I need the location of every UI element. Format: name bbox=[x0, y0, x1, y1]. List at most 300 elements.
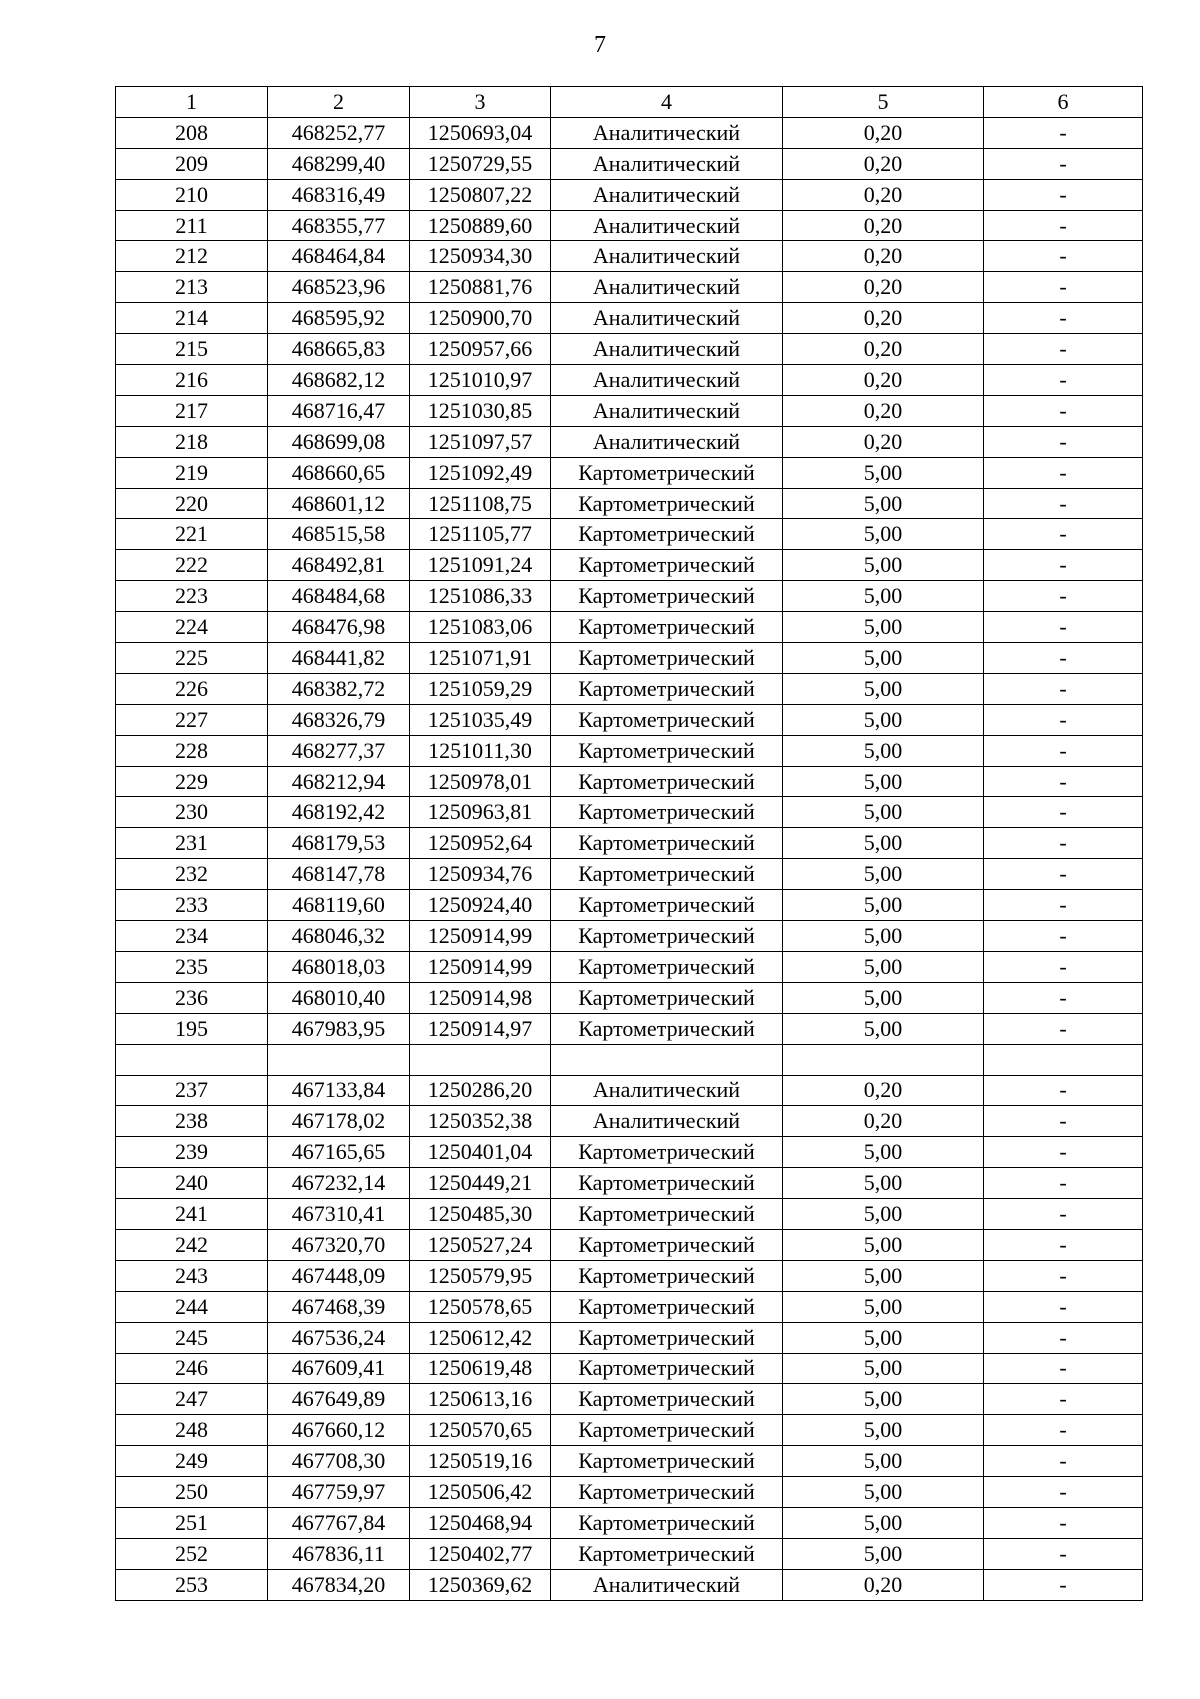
cell-coordinate-y: 1250527,24 bbox=[410, 1229, 551, 1260]
cell-point-number: 216 bbox=[116, 365, 268, 396]
table-row bbox=[116, 334, 1143, 365]
cell-accuracy: 5,00 bbox=[783, 519, 984, 550]
cell-method: Картометрический bbox=[551, 1013, 783, 1044]
table-row bbox=[116, 179, 1143, 210]
cell-coordinate-x: 467609,41 bbox=[268, 1353, 410, 1384]
cell-point-number: 209 bbox=[116, 148, 268, 179]
cell-coordinate-x: 468147,78 bbox=[268, 859, 410, 890]
cell-accuracy: 5,00 bbox=[783, 1168, 984, 1199]
cell-method: Картометрический bbox=[551, 1291, 783, 1322]
cell-coordinate-x: 468277,37 bbox=[268, 735, 410, 766]
table-row bbox=[116, 272, 1143, 303]
cell-coordinate-y: 1250914,98 bbox=[410, 982, 551, 1013]
cell-coordinate-y: 1251086,33 bbox=[410, 581, 551, 612]
cell-coordinate-y: 1250578,65 bbox=[410, 1291, 551, 1322]
cell-point-number: 226 bbox=[116, 673, 268, 704]
cell-point-number: 240 bbox=[116, 1168, 268, 1199]
cell-coordinate-x: 468316,49 bbox=[268, 179, 410, 210]
cell-accuracy: 5,00 bbox=[783, 1137, 984, 1168]
page-number: 7 bbox=[594, 32, 606, 58]
cell-accuracy: 0,20 bbox=[783, 426, 984, 457]
cell-coordinate-x: 468699,08 bbox=[268, 426, 410, 457]
cell-accuracy: 5,00 bbox=[783, 859, 984, 890]
table-row bbox=[116, 921, 1143, 952]
cell-coordinate-y: 1251035,49 bbox=[410, 704, 551, 735]
cell-coordinate-x: 468212,94 bbox=[268, 766, 410, 797]
cell-coordinate-x: 468464,84 bbox=[268, 241, 410, 272]
cell-note: - bbox=[984, 1569, 1143, 1600]
cell-note: - bbox=[984, 1106, 1143, 1137]
cell-coordinate-x: 467759,97 bbox=[268, 1477, 410, 1508]
column-header-5: 5 bbox=[783, 87, 984, 118]
cell-point-number: 224 bbox=[116, 612, 268, 643]
cell-note: - bbox=[984, 1199, 1143, 1230]
cell-point-number: 220 bbox=[116, 488, 268, 519]
cell-method: Картометрический bbox=[551, 1137, 783, 1168]
cell-note: - bbox=[984, 1384, 1143, 1415]
cell-note: - bbox=[984, 1229, 1143, 1260]
cell-method: Картометрический bbox=[551, 982, 783, 1013]
table-row bbox=[116, 797, 1143, 828]
cell-note: - bbox=[984, 1477, 1143, 1508]
cell-point-number: 241 bbox=[116, 1199, 268, 1230]
cell-point-number: 219 bbox=[116, 457, 268, 488]
cell-method: Аналитический bbox=[551, 426, 783, 457]
cell-coordinate-y: 1251092,49 bbox=[410, 457, 551, 488]
cell-coordinate-y: 1250900,70 bbox=[410, 303, 551, 334]
cell-point-number: 242 bbox=[116, 1229, 268, 1260]
cell-coordinate-y: 1251030,85 bbox=[410, 395, 551, 426]
cell-note bbox=[984, 1044, 1143, 1075]
table-row bbox=[116, 1229, 1143, 1260]
cell-coordinate-y: 1251011,30 bbox=[410, 735, 551, 766]
table-row bbox=[116, 1477, 1143, 1508]
cell-note: - bbox=[984, 365, 1143, 396]
cell-point-number: 221 bbox=[116, 519, 268, 550]
cell-coordinate-x: 467767,84 bbox=[268, 1507, 410, 1538]
cell-accuracy: 5,00 bbox=[783, 982, 984, 1013]
cell-coordinate-y: 1251010,97 bbox=[410, 365, 551, 396]
cell-coordinate-x: 467708,30 bbox=[268, 1446, 410, 1477]
cell-note: - bbox=[984, 241, 1143, 272]
cell-accuracy: 5,00 bbox=[783, 1384, 984, 1415]
cell-method: Картометрический bbox=[551, 550, 783, 581]
cell-accuracy bbox=[783, 1044, 984, 1075]
cell-point-number: 212 bbox=[116, 241, 268, 272]
cell-coordinate-y: 1250957,66 bbox=[410, 334, 551, 365]
cell-coordinate-x: 468660,65 bbox=[268, 457, 410, 488]
cell-note: - bbox=[984, 334, 1143, 365]
cell-note: - bbox=[984, 581, 1143, 612]
cell-coordinate-x: 468299,40 bbox=[268, 148, 410, 179]
cell-method: Картометрический bbox=[551, 1507, 783, 1538]
cell-coordinate-y: 1251071,91 bbox=[410, 643, 551, 674]
cell-accuracy: 0,20 bbox=[783, 117, 984, 148]
column-header-6: 6 bbox=[984, 87, 1143, 118]
table-row bbox=[116, 519, 1143, 550]
cell-accuracy: 5,00 bbox=[783, 673, 984, 704]
cell-method: Картометрический bbox=[551, 797, 783, 828]
cell-point-number: 236 bbox=[116, 982, 268, 1013]
cell-method: Картометрический bbox=[551, 673, 783, 704]
cell-note: - bbox=[984, 426, 1143, 457]
cell-note: - bbox=[984, 1013, 1143, 1044]
cell-point-number: 215 bbox=[116, 334, 268, 365]
cell-accuracy: 0,20 bbox=[783, 1106, 984, 1137]
cell-accuracy: 5,00 bbox=[783, 643, 984, 674]
cell-point-number: 249 bbox=[116, 1446, 268, 1477]
cell-note: - bbox=[984, 828, 1143, 859]
cell-note: - bbox=[984, 1075, 1143, 1106]
cell-point-number: 232 bbox=[116, 859, 268, 890]
cell-coordinate-y: 1250286,20 bbox=[410, 1075, 551, 1106]
cell-coordinate-y: 1250889,60 bbox=[410, 210, 551, 241]
cell-method: Картометрический bbox=[551, 643, 783, 674]
cell-method: Картометрический bbox=[551, 921, 783, 952]
cell-coordinate-y: 1250401,04 bbox=[410, 1137, 551, 1168]
cell-method: Картометрический bbox=[551, 859, 783, 890]
cell-coordinate-x: 468252,77 bbox=[268, 117, 410, 148]
cell-coordinate-y: 1250729,55 bbox=[410, 148, 551, 179]
cell-note: - bbox=[984, 766, 1143, 797]
column-header-2: 2 bbox=[268, 87, 410, 118]
coordinates-table bbox=[115, 86, 1143, 1601]
cell-method: Аналитический bbox=[551, 395, 783, 426]
cell-note: - bbox=[984, 519, 1143, 550]
cell-accuracy: 5,00 bbox=[783, 890, 984, 921]
cell-point-number: 208 bbox=[116, 117, 268, 148]
cell-accuracy: 0,20 bbox=[783, 241, 984, 272]
cell-accuracy: 0,20 bbox=[783, 179, 984, 210]
cell-method: Картометрический bbox=[551, 1538, 783, 1569]
table-row bbox=[116, 1415, 1143, 1446]
cell-accuracy: 5,00 bbox=[783, 1013, 984, 1044]
table-row bbox=[116, 241, 1143, 272]
cell-method: Картометрический bbox=[551, 951, 783, 982]
cell-point-number: 228 bbox=[116, 735, 268, 766]
table-row bbox=[116, 365, 1143, 396]
cell-coordinate-x: 467133,84 bbox=[268, 1075, 410, 1106]
table-row bbox=[116, 1446, 1143, 1477]
cell-coordinate-x bbox=[268, 1044, 410, 1075]
cell-accuracy: 5,00 bbox=[783, 612, 984, 643]
cell-method: Аналитический bbox=[551, 303, 783, 334]
cell-method: Аналитический bbox=[551, 179, 783, 210]
table-row bbox=[116, 117, 1143, 148]
cell-accuracy: 5,00 bbox=[783, 1260, 984, 1291]
cell-coordinate-x: 468326,79 bbox=[268, 704, 410, 735]
cell-accuracy: 0,20 bbox=[783, 303, 984, 334]
cell-note: - bbox=[984, 1353, 1143, 1384]
cell-method: Картометрический bbox=[551, 704, 783, 735]
cell-point-number: 237 bbox=[116, 1075, 268, 1106]
cell-method: Аналитический bbox=[551, 365, 783, 396]
cell-accuracy: 5,00 bbox=[783, 921, 984, 952]
cell-note: - bbox=[984, 890, 1143, 921]
cell-coordinate-x: 467834,20 bbox=[268, 1569, 410, 1600]
cell-note: - bbox=[984, 1137, 1143, 1168]
cell-method: Аналитический bbox=[551, 210, 783, 241]
cell-point-number: 248 bbox=[116, 1415, 268, 1446]
cell-point-number: 239 bbox=[116, 1137, 268, 1168]
cell-method: Картометрический bbox=[551, 890, 783, 921]
cell-note: - bbox=[984, 704, 1143, 735]
table-row bbox=[116, 1291, 1143, 1322]
cell-point-number: 213 bbox=[116, 272, 268, 303]
cell-method: Картометрический bbox=[551, 612, 783, 643]
table-row bbox=[116, 1538, 1143, 1569]
cell-coordinate-y: 1250579,95 bbox=[410, 1260, 551, 1291]
cell-point-number: 218 bbox=[116, 426, 268, 457]
cell-coordinate-x: 468523,96 bbox=[268, 272, 410, 303]
cell-coordinate-x: 468716,47 bbox=[268, 395, 410, 426]
cell-coordinate-x: 467448,09 bbox=[268, 1260, 410, 1291]
cell-note: - bbox=[984, 457, 1143, 488]
cell-point-number: 247 bbox=[116, 1384, 268, 1415]
table-row bbox=[116, 457, 1143, 488]
cell-coordinate-x: 468382,72 bbox=[268, 673, 410, 704]
cell-point-number: 230 bbox=[116, 797, 268, 828]
cell-point-number: 217 bbox=[116, 395, 268, 426]
cell-accuracy: 5,00 bbox=[783, 951, 984, 982]
cell-point-number: 250 bbox=[116, 1477, 268, 1508]
cell-coordinate-x: 467178,02 bbox=[268, 1106, 410, 1137]
cell-coordinate-y: 1250468,94 bbox=[410, 1507, 551, 1538]
table-row bbox=[116, 643, 1143, 674]
cell-note: - bbox=[984, 148, 1143, 179]
cell-coordinate-y: 1250619,48 bbox=[410, 1353, 551, 1384]
cell-coordinate-y: 1250352,38 bbox=[410, 1106, 551, 1137]
table-row bbox=[116, 1260, 1143, 1291]
table-row bbox=[116, 766, 1143, 797]
cell-note: - bbox=[984, 612, 1143, 643]
table-row bbox=[116, 982, 1143, 1013]
table-row bbox=[116, 1199, 1143, 1230]
table-row bbox=[116, 673, 1143, 704]
cell-accuracy: 0,20 bbox=[783, 1075, 984, 1106]
cell-coordinate-y: 1250963,81 bbox=[410, 797, 551, 828]
cell-note: - bbox=[984, 1507, 1143, 1538]
cell-coordinate-y bbox=[410, 1044, 551, 1075]
cell-accuracy: 5,00 bbox=[783, 1291, 984, 1322]
cell-accuracy: 5,00 bbox=[783, 797, 984, 828]
cell-coordinate-y: 1251083,06 bbox=[410, 612, 551, 643]
table-row bbox=[116, 1044, 1143, 1075]
cell-method: Картометрический bbox=[551, 1353, 783, 1384]
cell-accuracy: 5,00 bbox=[783, 735, 984, 766]
table-row bbox=[116, 859, 1143, 890]
cell-coordinate-x: 467310,41 bbox=[268, 1199, 410, 1230]
table-row bbox=[116, 735, 1143, 766]
cell-point-number: 210 bbox=[116, 179, 268, 210]
cell-accuracy: 5,00 bbox=[783, 457, 984, 488]
cell-accuracy: 5,00 bbox=[783, 1538, 984, 1569]
table-row bbox=[116, 890, 1143, 921]
cell-point-number: 195 bbox=[116, 1013, 268, 1044]
cell-coordinate-x: 468179,53 bbox=[268, 828, 410, 859]
cell-method: Аналитический bbox=[551, 148, 783, 179]
cell-coordinate-x: 468595,92 bbox=[268, 303, 410, 334]
cell-accuracy: 5,00 bbox=[783, 1199, 984, 1230]
cell-method: Картометрический bbox=[551, 828, 783, 859]
cell-coordinate-y: 1251091,24 bbox=[410, 550, 551, 581]
table-row bbox=[116, 1013, 1143, 1044]
cell-note: - bbox=[984, 673, 1143, 704]
cell-method: Картометрический bbox=[551, 1322, 783, 1353]
cell-method: Картометрический bbox=[551, 1199, 783, 1230]
cell-point-number: 251 bbox=[116, 1507, 268, 1538]
table-row bbox=[116, 828, 1143, 859]
cell-note: - bbox=[984, 1168, 1143, 1199]
cell-accuracy: 0,20 bbox=[783, 334, 984, 365]
cell-method: Картометрический bbox=[551, 488, 783, 519]
cell-method: Аналитический bbox=[551, 241, 783, 272]
cell-coordinate-y: 1250914,99 bbox=[410, 951, 551, 982]
cell-method: Картометрический bbox=[551, 1229, 783, 1260]
table-row bbox=[116, 1384, 1143, 1415]
cell-coordinate-x: 467836,11 bbox=[268, 1538, 410, 1569]
cell-note: - bbox=[984, 859, 1143, 890]
table-header-row bbox=[116, 87, 1143, 118]
cell-point-number: 234 bbox=[116, 921, 268, 952]
cell-point-number: 235 bbox=[116, 951, 268, 982]
column-header-3: 3 bbox=[410, 87, 551, 118]
cell-coordinate-y: 1250369,62 bbox=[410, 1569, 551, 1600]
cell-coordinate-x: 468665,83 bbox=[268, 334, 410, 365]
cell-method: Картометрический bbox=[551, 1260, 783, 1291]
cell-method: Картометрический bbox=[551, 735, 783, 766]
cell-method: Картометрический bbox=[551, 457, 783, 488]
cell-coordinate-y: 1250914,97 bbox=[410, 1013, 551, 1044]
table-row bbox=[116, 1137, 1143, 1168]
cell-note: - bbox=[984, 1291, 1143, 1322]
cell-point-number: 225 bbox=[116, 643, 268, 674]
cell-point-number: 233 bbox=[116, 890, 268, 921]
table-row bbox=[116, 1106, 1143, 1137]
cell-coordinate-y: 1250934,76 bbox=[410, 859, 551, 890]
cell-point-number: 231 bbox=[116, 828, 268, 859]
cell-coordinate-y: 1250978,01 bbox=[410, 766, 551, 797]
cell-point-number: 227 bbox=[116, 704, 268, 735]
table-row bbox=[116, 581, 1143, 612]
cell-accuracy: 5,00 bbox=[783, 488, 984, 519]
cell-note: - bbox=[984, 1415, 1143, 1446]
cell-coordinate-y: 1250402,77 bbox=[410, 1538, 551, 1569]
cell-coordinate-y: 1251108,75 bbox=[410, 488, 551, 519]
table-row bbox=[116, 1168, 1143, 1199]
cell-coordinate-y: 1250612,42 bbox=[410, 1322, 551, 1353]
cell-coordinate-x: 467660,12 bbox=[268, 1415, 410, 1446]
cell-coordinate-y: 1251105,77 bbox=[410, 519, 551, 550]
cell-point-number: 214 bbox=[116, 303, 268, 334]
cell-accuracy: 5,00 bbox=[783, 828, 984, 859]
cell-accuracy: 5,00 bbox=[783, 1507, 984, 1538]
cell-coordinate-y: 1250485,30 bbox=[410, 1199, 551, 1230]
cell-coordinate-y: 1251059,29 bbox=[410, 673, 551, 704]
cell-coordinate-x: 468682,12 bbox=[268, 365, 410, 396]
table-row bbox=[116, 612, 1143, 643]
cell-method: Картометрический bbox=[551, 581, 783, 612]
cell-coordinate-y: 1250693,04 bbox=[410, 117, 551, 148]
cell-coordinate-x: 468441,82 bbox=[268, 643, 410, 674]
cell-accuracy: 0,20 bbox=[783, 210, 984, 241]
cell-accuracy: 0,20 bbox=[783, 395, 984, 426]
cell-coordinate-x: 468119,60 bbox=[268, 890, 410, 921]
table-row bbox=[116, 1569, 1143, 1600]
table-row bbox=[116, 1322, 1143, 1353]
cell-method: Аналитический bbox=[551, 334, 783, 365]
cell-note: - bbox=[984, 117, 1143, 148]
cell-method: Аналитический bbox=[551, 117, 783, 148]
cell-note: - bbox=[984, 179, 1143, 210]
cell-coordinate-y: 1251097,57 bbox=[410, 426, 551, 457]
table-row bbox=[116, 951, 1143, 982]
cell-coordinate-x: 468515,58 bbox=[268, 519, 410, 550]
cell-point-number: 245 bbox=[116, 1322, 268, 1353]
cell-coordinate-y: 1250449,21 bbox=[410, 1168, 551, 1199]
cell-point-number: 211 bbox=[116, 210, 268, 241]
cell-coordinate-y: 1250881,76 bbox=[410, 272, 551, 303]
cell-point-number: 253 bbox=[116, 1569, 268, 1600]
cell-note: - bbox=[984, 303, 1143, 334]
cell-coordinate-x: 467320,70 bbox=[268, 1229, 410, 1260]
cell-accuracy: 5,00 bbox=[783, 1446, 984, 1477]
cell-method: Картометрический bbox=[551, 1446, 783, 1477]
cell-coordinate-y: 1250613,16 bbox=[410, 1384, 551, 1415]
cell-accuracy: 5,00 bbox=[783, 550, 984, 581]
cell-accuracy: 5,00 bbox=[783, 581, 984, 612]
cell-point-number bbox=[116, 1044, 268, 1075]
cell-method: Картометрический bbox=[551, 766, 783, 797]
cell-point-number: 229 bbox=[116, 766, 268, 797]
cell-note: - bbox=[984, 210, 1143, 241]
cell-method bbox=[551, 1044, 783, 1075]
cell-coordinate-x: 468018,03 bbox=[268, 951, 410, 982]
cell-accuracy: 5,00 bbox=[783, 1353, 984, 1384]
cell-note: - bbox=[984, 1260, 1143, 1291]
cell-coordinate-x: 467232,14 bbox=[268, 1168, 410, 1199]
cell-note: - bbox=[984, 921, 1143, 952]
cell-coordinate-x: 468476,98 bbox=[268, 612, 410, 643]
cell-coordinate-x: 468192,42 bbox=[268, 797, 410, 828]
cell-coordinate-x: 468010,40 bbox=[268, 982, 410, 1013]
table-row bbox=[116, 550, 1143, 581]
cell-coordinate-x: 468601,12 bbox=[268, 488, 410, 519]
cell-point-number: 252 bbox=[116, 1538, 268, 1569]
cell-accuracy: 5,00 bbox=[783, 1322, 984, 1353]
cell-coordinate-y: 1250914,99 bbox=[410, 921, 551, 952]
cell-accuracy: 0,20 bbox=[783, 365, 984, 396]
cell-note: - bbox=[984, 395, 1143, 426]
cell-coordinate-x: 468484,68 bbox=[268, 581, 410, 612]
cell-note: - bbox=[984, 951, 1143, 982]
table-row bbox=[116, 303, 1143, 334]
table-row bbox=[116, 704, 1143, 735]
cell-coordinate-x: 468492,81 bbox=[268, 550, 410, 581]
cell-point-number: 246 bbox=[116, 1353, 268, 1384]
cell-note: - bbox=[984, 488, 1143, 519]
cell-method: Аналитический bbox=[551, 272, 783, 303]
cell-method: Аналитический bbox=[551, 1075, 783, 1106]
cell-coordinate-x: 468355,77 bbox=[268, 210, 410, 241]
cell-point-number: 243 bbox=[116, 1260, 268, 1291]
cell-point-number: 238 bbox=[116, 1106, 268, 1137]
cell-point-number: 223 bbox=[116, 581, 268, 612]
table-body bbox=[116, 117, 1143, 1600]
table-row bbox=[116, 426, 1143, 457]
cell-coordinate-x: 467536,24 bbox=[268, 1322, 410, 1353]
cell-coordinate-y: 1250934,30 bbox=[410, 241, 551, 272]
